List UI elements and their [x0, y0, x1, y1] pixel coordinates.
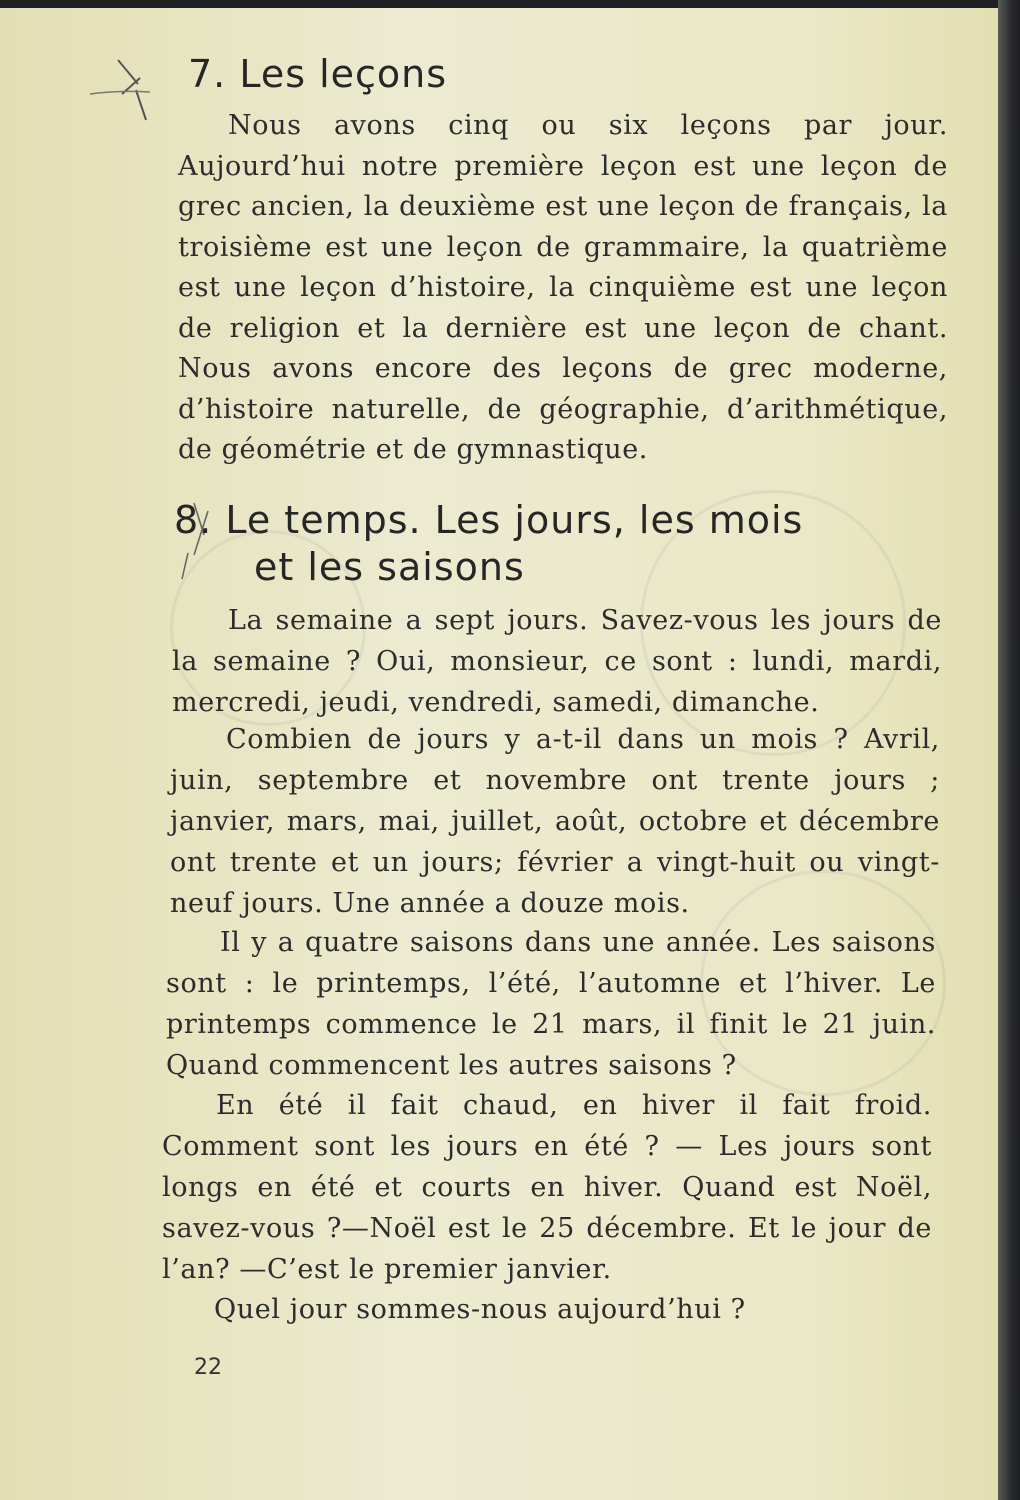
section-8-title-line1: 8. Le temps. Les jours, les mois	[174, 498, 804, 542]
section-7-paragraph: Nous avons cinq ou six leçons par jour. Aujourd’hui notre première leçon est une leçon de grec ancien, la deuxième est une leçon de français, la troisième est une leçon de grammaire, la quatrième est une leçon d’histoire, la cinquième est une leçon de religion et la dernière est une leçon de chant. Nous avons encore des leçons de grec moderne, d’histoire naturelle, de géographie, d’arithmétique, de géométrie et de gymnastique.	[178, 110, 948, 465]
section-8-title-line2: et les saisons	[254, 545, 525, 589]
section-8-paragraph-1: La semaine a sept jours. Savez-vous les jours de la semaine ? Oui, monsieur, ce sont : lundi, mardi, mercredi, jeudi, vendredi, samedi, dimanche.	[172, 605, 942, 718]
page-number: 22	[194, 1355, 222, 1380]
section-8-paragraph-5: Quel jour sommes-nous aujourd’hui ?	[214, 1294, 746, 1325]
section-8-paragraph-3: Il y a quatre saisons dans une année. Les saisons sont : le printemps, l’été, l’automne et l’hiver. Le printemps commence le 21 mars, il finit le 21 juin. Quand commencent les autres saisons ?	[166, 927, 936, 1081]
book-edge	[998, 0, 1020, 1500]
section-7-title: 7. Les leçons	[188, 52, 448, 96]
section-8-paragraph-4: En été il fait chaud, en hiver il fait froid. Comment sont les jours en été ? — Les jours sont longs en été et courts en hiver. Quand est Noël, savez-vous ?—Noël est le 25 décembre. Et le jour de l’an? —C’est le premier janvier.	[162, 1090, 932, 1285]
pencil-mark-icon	[88, 50, 158, 130]
section-8-paragraph-2: Combien de jours y a-t-il dans un mois ? Avril, juin, septembre et novembre ont trente jours ; janvier, mars, mai, juillet, août, octobre et décembre ont trente et un jours; février a vingt-huit ou vingt-neuf jours. Une année a douze mois.	[170, 724, 940, 919]
